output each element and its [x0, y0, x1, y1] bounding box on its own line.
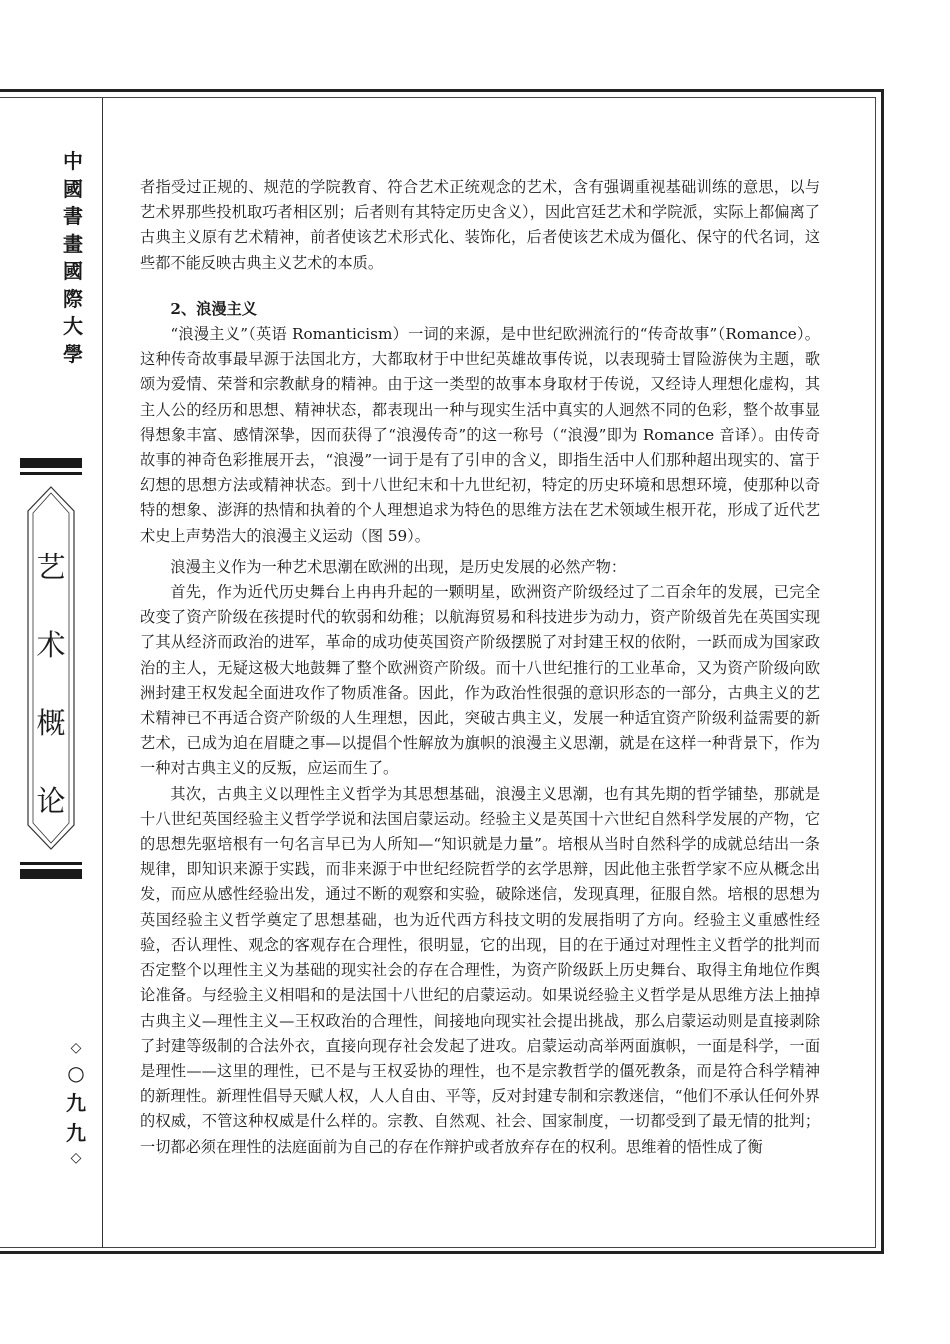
book-title-char: 概: [36, 706, 66, 740]
page-number-char: 九: [66, 1121, 86, 1145]
section-heading: 2、浪漫主义: [170, 299, 257, 318]
paragraph-intro: 者指受过正规的、规范的学院教育、符合艺术正统观念的艺术，含有强调重视基础训练的意思，以与艺术界那些投机取巧者相区别；后者则有其特定历史含义），因此宫廷艺术和学院派，实际上都偏离了古典主义原有艺术精神，前者使该艺术形式化、装饰化，后者使该艺术成为僵化、保守的代名词，这些都不能反映古典主义艺术的本质。: [140, 178, 820, 272]
sidebar-bar-top-thick: [20, 458, 82, 468]
book-title-char: 论: [36, 784, 66, 818]
university-char: 國: [63, 176, 83, 201]
university-char: 畫: [63, 231, 83, 256]
page-number-char: ○: [67, 1061, 85, 1085]
book-title-char: 术: [36, 628, 66, 662]
paragraph: “浪漫主义”（英语 Romanticism）一词的来源，是中世纪欧洲流行的“传奇故事”（Romance）。这种传奇故事最早源于法国北方，大都取材于中世纪英雄故事传说，以表现骑士冒险游侠为主题，歌颂为爱情、荣誉和宗教献身的精神。由于这一类型的故事本身取材于传说，又经诗人理想化虚构，其主人公的经历和思想、精神状态，都表现出一种与现实生活中真实的人迥然不同的色彩，整个故事显得想象丰富、感情深挚，因而获得了“浪漫传奇”的这一称号（“浪漫”即为 Romance 音译）。由传奇故事的神奇色彩推展开去，“浪漫”一词于是有了引申的含义，即指生活中人们那种超出现实的、富于幻想的思想方法或精神状态。到十八世纪末和十九世纪初，特定的历史环境和思想环境，使那种以奇特的想象、澎湃的热情和执着的个人理想追求为特色的思维方法在艺术领域生根开花，形成了近代艺术史上声势浩大的浪漫主义运动（图 59）。: [140, 325, 820, 545]
university-name: [44, 148, 102, 368]
main-text: [140, 175, 820, 1160]
book-title: [26, 528, 76, 840]
diamond-ornament-icon: ◇: [70, 1150, 82, 1166]
paragraph: 浪漫主义作为一种艺术思潮在欧洲的出现，是历史发展的必然产物：: [170, 557, 627, 576]
university-char: 際: [63, 286, 83, 311]
paragraph: 首先，作为近代历史舞台上冉冉升起的一颗明星，欧洲资产阶级经过了二百余年的发展，已完全改变了资产阶级在孩提时代的软弱和幼稚；以航海贸易和科技进步为动力，资产阶级首先在英国实现了其从经济而政治的进军，革命的成功使英国资产阶级摆脱了对封建王权的依附，一跃而成为国家政治的主人，无疑这极大地鼓舞了整个欧洲资产阶级。而十八世纪推行的工业革命，又为资产阶级向欧洲封建王权发起全面进攻作了物质准备。因此，作为政治性很强的意识形态的一部分，古典主义的艺术精神已不再适合资产阶级的人生理想，因此，突破古典主义，发展一种适宜资产阶级利益需要的新艺术，已成为迫在眉睫之事—以提倡个性解放为旗帜的浪漫主义思潮，就是在这样一种背景下，作为一种对古典主义的反叛，应运而生了。: [140, 583, 820, 778]
university-char: 大: [63, 314, 83, 338]
sidebar-divider: [102, 98, 103, 1248]
page-number: [56, 1038, 96, 1168]
diamond-ornament-icon: ◇: [70, 1040, 82, 1056]
book-title-char: 艺: [36, 550, 66, 584]
university-char: 國: [63, 259, 83, 283]
page-number-char: 九: [66, 1091, 86, 1115]
sidebar-bar-bottom-thin: [20, 862, 82, 865]
university-char: 學: [63, 341, 83, 366]
university-char: 中: [63, 149, 83, 173]
paragraph: 其次，古典主义以理性主义哲学为其思想基础，浪漫主义思潮，也有其先期的哲学铺垫，那就是十八世纪英国经验主义哲学学说和法国启蒙运动。经验主义是英国十六世纪自然科学发展的产物，它的思想先驱培根有一句名言早已为人所知—“知识就是力量”。培根从当时自然科学的成就总结出一条规律，即知识来源于实践，而非来源于中世纪经院哲学的玄学思辩，因此他主张哲学家不应从概念出发，而应从感性经验出发，通过不断的观察和实验，破除迷信，发现真理，征服自然。培根的思想为英国经验主义哲学奠定了思想基础，也为近代西方科技文明的发展指明了方向。经验主义重感性经验，否认理性、观念的客观存在合理性，很明显，它的出现，目的在于通过对理性主义哲学的批判而否定整个以理性主义为基础的现实社会的存在合理性，为资产阶级跃上历史舞台、取得主角地位作舆论准备。与经验主义相唱和的是法国十八世纪的启蒙运动。如果说经验主义哲学是从思维方法上抽掉古典主义—理性主义—王权政治的合理性，间接地向现实社会提出挑战，那么启蒙运动则是直接剥除了封建等级制的合法外衣，直接向现存社会发起了进攻。启蒙运动高举两面旗帜，一面是科学，一面是理性——这里的理性，已不是与王权妥协的理性，也不是宗教哲学的僵死教条，而是符合科学精神的新理性。新理性倡导天赋人权，人人自由、平等，反对封建专制和宗教迷信，“他们不承认任何外界的权威，不管这种权威是什么样的。宗教、自然观、社会、国家制度，一切都受到了最无情的批判；一切都必须在理性的法庭面前为自己的存在作辩护或者放弃存在的权利。思维着的悟性成了衡: [140, 784, 820, 1156]
sidebar-bar-bottom-thick: [20, 869, 82, 879]
sidebar-bar-top-thin: [20, 472, 82, 475]
university-char: 書: [63, 204, 83, 228]
